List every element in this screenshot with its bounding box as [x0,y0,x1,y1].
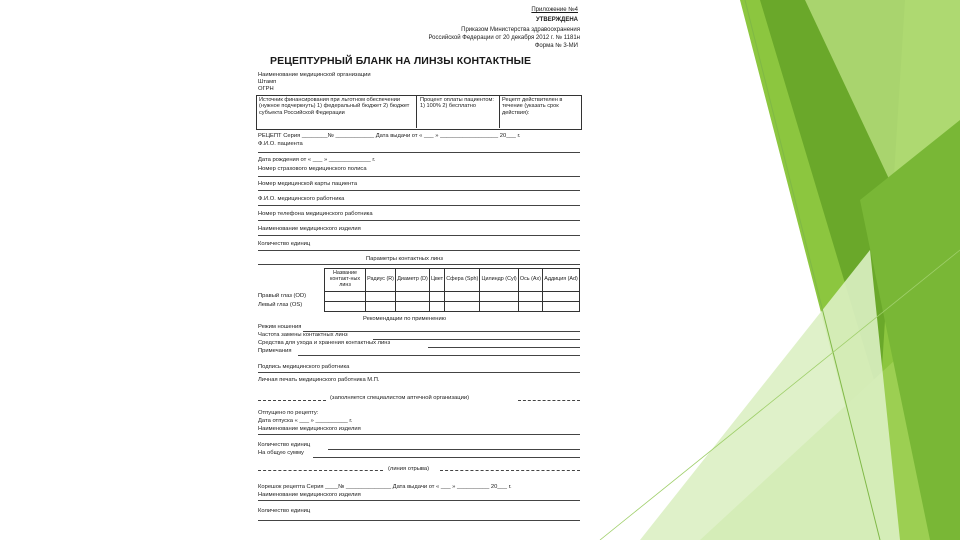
med-card-line [258,190,580,191]
tear-line-right [440,470,580,471]
patient-name-label: Ф.И.О. пациента [258,141,303,147]
stamp-label: Штамп [258,79,277,85]
worker-phone-label: Номер телефона медицинского работника [258,211,373,217]
cut-line-left [258,400,326,401]
col-lens-name: Название контакт-ных линз [325,269,366,292]
order-line-2: Российской Федерации от 20 декабря 2012 г. № 1181н [428,35,580,41]
col-addition: Аддиция (Ad) [543,269,580,292]
col-diameter: Диаметр (D) [396,269,430,292]
signature-label: Подпись медицинского работника [258,364,350,370]
product-name3-label: Наименование медицинского изделия [258,492,361,498]
wear-mode-label: Режим ношения [258,324,302,330]
quantity2-line [328,449,580,450]
care-means-line [428,347,580,348]
for-sum-label: На общую сумму [258,450,304,456]
issued-by-recipe-label: Отпущено по рецепту: [258,410,319,416]
lens-table-od-row [325,292,580,302]
form-number: Форма № 3-МИ [534,43,578,49]
tear-line-label: (линия отрыва) [388,466,430,472]
payment-percent: Процент оплаты пациентом: 1) 100% 2) бесплатно [420,97,494,110]
tear-line-left [258,470,383,471]
col-axis: Ось (Ax) [518,269,542,292]
financing-source: Источник финансирования при льготном обеспечении (нужное подчеркнуть) 1) федеральный бюджет 2) бюджет субъекта Российской Федерации [259,97,410,116]
insurance-label: Номер страхового медицинского полиса [258,166,367,172]
org-name-label: Наименование медицинской организации [258,72,371,78]
cut-line-label: (заполняется специалистом аптечной организации) [330,395,469,401]
green-triangle-pale [640,250,900,540]
release-date-line: Дата отпуска « ___ » __________ г. [258,418,353,424]
lens-table-header-row [325,269,580,292]
approved-label: УТВЕРЖДЕНА [535,17,578,23]
col-cylinder: Цилиндр (Cyl) [480,269,518,292]
signature-line [258,372,580,373]
insurance-line [258,176,580,177]
product-name2-line [258,434,580,435]
appendix-label: Приложение №4 [531,7,578,13]
right-eye-label: Правый глаз (OD) [258,293,307,299]
lens-table-os-row [325,302,580,312]
left-eye-label: Левый глаз (OS) [258,302,303,308]
worker-name-label: Ф.И.О. медицинского работника [258,196,345,202]
worker-phone-line [258,220,580,221]
patient-name-line [258,152,580,153]
personal-seal-label: Личная печать медицинского работника М.П. [258,377,380,383]
for-sum-line [313,457,580,458]
quantity-label: Количество единиц [258,241,311,247]
lens-params-heading: Параметры контактных линз [366,256,443,262]
cut-line-right [518,400,580,401]
form-title: РЕЦЕПТУРНЫЙ БЛАНК НА ЛИНЗЫ КОНТАКТНЫЕ [270,55,532,67]
med-card-label: Номер медицинской карты пациента [258,181,358,187]
recipe-validity: Рецепт действителен в течение (указать срок действия): [502,97,563,116]
replacement-label: Частота замены контактных линз [258,332,348,338]
lens-params-table [324,268,580,312]
spine-recipe-line: Корешок рецепта Серия ____№ ______________ Дата выдачи от « ___ » __________ 20___ г. [258,484,512,490]
col-radius: Радиус (R) [366,269,396,292]
order-line-1: Приказом Министерства здравоохранения [461,27,580,33]
quantity3-label: Количество единиц [258,508,311,514]
notes-line [298,355,580,356]
prescription-form [248,0,588,540]
quantity2-label: Количество единиц [258,442,311,448]
quantity3-line [258,520,580,521]
quantity-line [258,250,580,251]
col-color: Цвет [429,269,444,292]
product-name2-label: Наименование медицинского изделия [258,426,361,432]
replacement-line [373,339,580,340]
recommendations-heading: Рекомендации по применению [363,316,447,322]
notes-label: Примечания [258,348,292,354]
product-name-label: Наименование медицинского изделия [258,226,361,232]
lens-params-line [258,264,580,265]
care-means-label: Средства для ухода и хранения контактных линз [258,340,391,346]
product-name3-line [258,500,580,501]
worker-name-line [258,205,580,206]
birth-date-line: Дата рождения от « ___ » _____________ г. [258,157,376,163]
col-sphere: Сфера (Sph) [445,269,480,292]
recipe-series-line: РЕЦЕПТ Серия ________№ ____________ Дата выдачи от « ___ » __________________ 20___ г. [258,133,521,139]
product-name-line [258,235,580,236]
ogrn-label: ОГРН [258,86,274,92]
